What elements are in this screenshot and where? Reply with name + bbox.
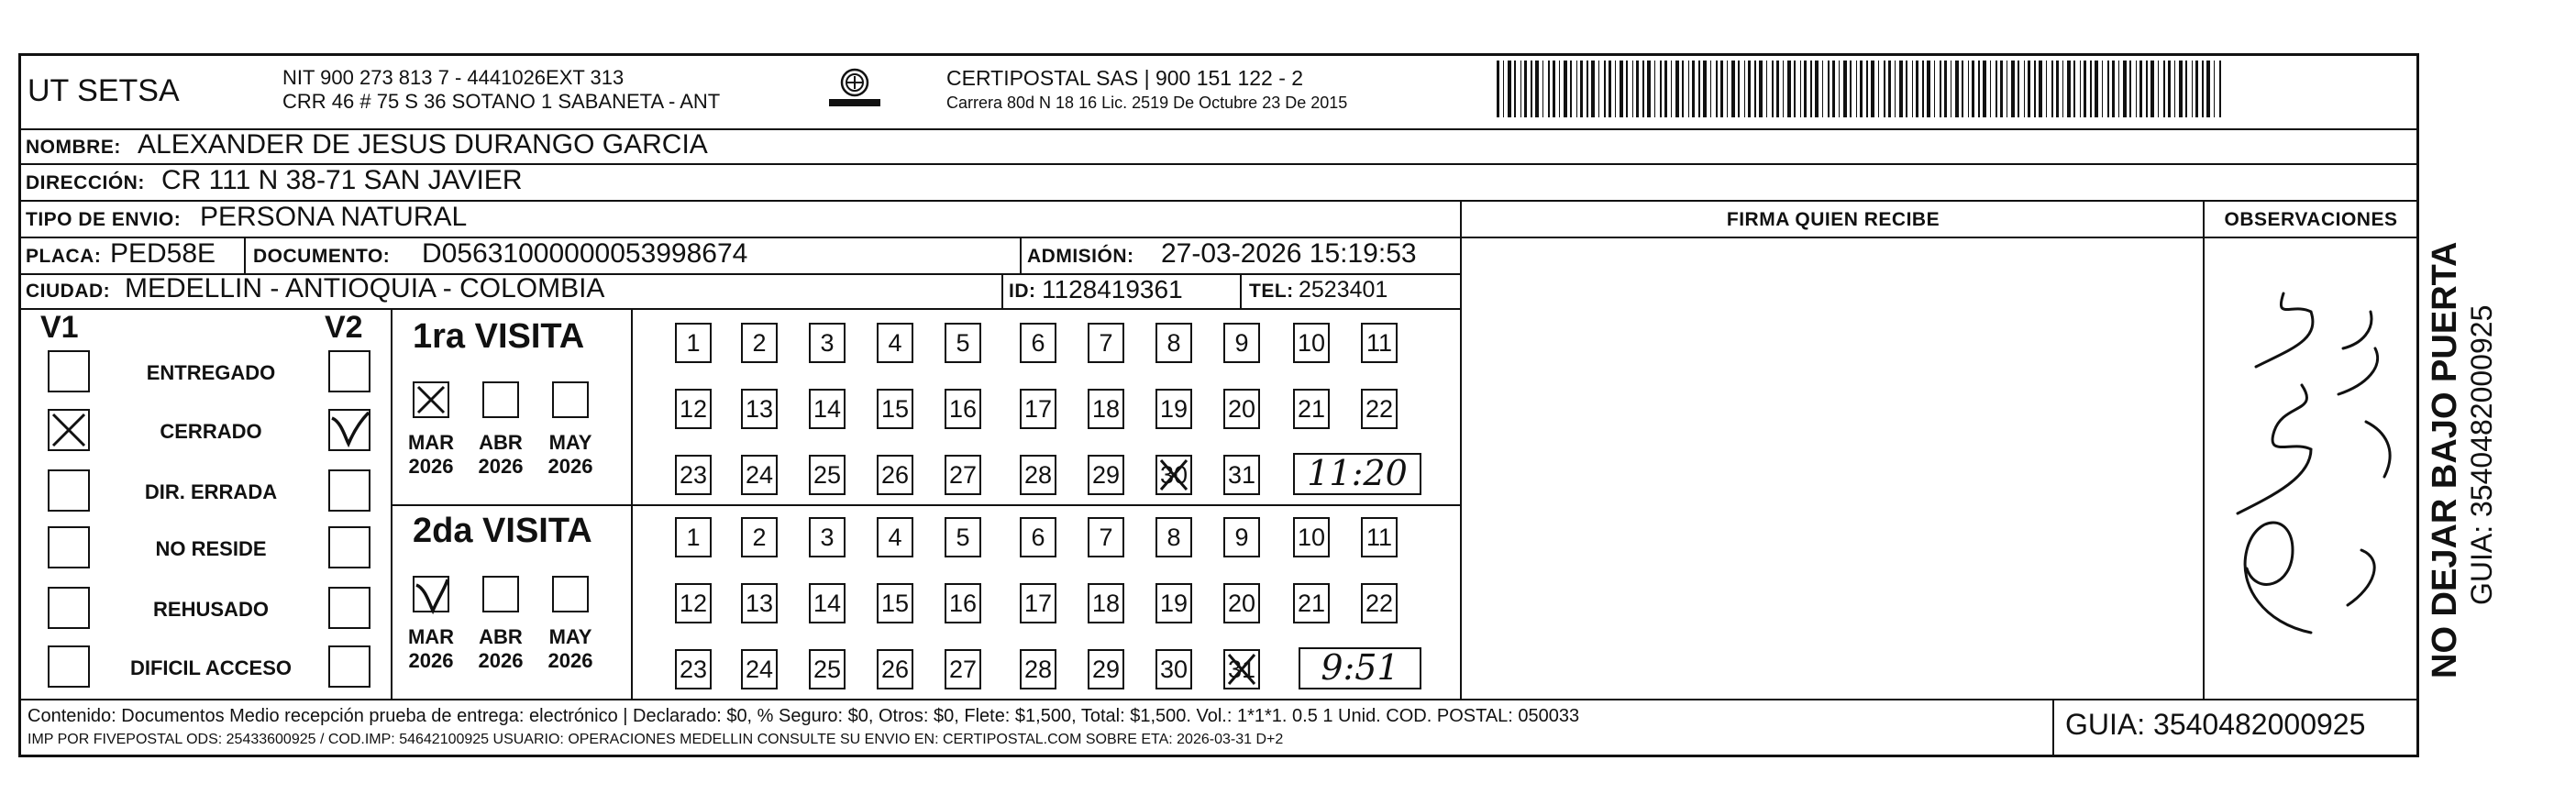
footer-contenido: Contenido: Documentos Medio recepción prueba de entrega: electrónico | Declarado: $0, % Seguro: $0, Otros: $0, Flete: $1,500, Total: $1,500. Vol.: 1*1*1. 0.5 1 Unid. COD. POSTAL: 050033 bbox=[28, 706, 1580, 726]
day-box[interactable]: 15 bbox=[877, 583, 913, 623]
month-year: 2026 bbox=[547, 455, 593, 478]
barcode-bar bbox=[1604, 61, 1606, 117]
barcode-bar bbox=[1598, 61, 1599, 117]
month-name: MAR bbox=[407, 625, 455, 648]
day-box[interactable]: 24 bbox=[741, 455, 778, 495]
barcode-bar bbox=[1944, 61, 1947, 117]
day-box[interactable]: 19 bbox=[1155, 389, 1192, 429]
visit-time: 9:51 bbox=[1299, 647, 1421, 689]
tel-label: TEL: bbox=[1249, 281, 1294, 302]
direccion-label: DIRECCIÓN: bbox=[26, 172, 145, 193]
day-box[interactable]: 16 bbox=[945, 389, 981, 429]
placa-label: PLACA: bbox=[26, 246, 102, 267]
barcode-bar bbox=[2146, 61, 2148, 117]
barcode-bar bbox=[1856, 61, 1857, 117]
day-box[interactable]: 26 bbox=[877, 649, 913, 689]
barcode-bar bbox=[1647, 61, 1651, 117]
barcode-bar bbox=[2024, 61, 2025, 117]
day-box[interactable]: 7 bbox=[1088, 517, 1124, 557]
barcode-bar bbox=[1514, 61, 1516, 117]
barcode-bar bbox=[1564, 61, 1567, 117]
barcode-bar bbox=[2046, 61, 2047, 117]
barcode-bar bbox=[1626, 61, 1628, 117]
month-name: ABR bbox=[479, 625, 523, 648]
v1-checkbox[interactable] bbox=[48, 526, 90, 568]
month-checkbox[interactable] bbox=[552, 381, 589, 418]
barcode-bar bbox=[1866, 61, 1868, 117]
day-box[interactable]: 29 bbox=[1088, 455, 1124, 495]
day-box[interactable]: 13 bbox=[741, 389, 778, 429]
barcode-bar bbox=[1832, 61, 1835, 117]
day-box[interactable]: 12 bbox=[675, 583, 712, 623]
day-box[interactable]: 1 bbox=[675, 517, 712, 557]
visit1-title: 1ra VISITA bbox=[413, 317, 585, 356]
day-box[interactable]: 28 bbox=[1020, 649, 1056, 689]
documento-label: DOCUMENTO: bbox=[253, 246, 391, 267]
barcode-bar bbox=[2202, 61, 2204, 117]
barcode-bar bbox=[1664, 61, 1667, 117]
barcode-bar bbox=[2136, 61, 2137, 117]
direccion-value: CR 111 N 38-71 SAN JAVIER bbox=[161, 165, 523, 195]
day-box[interactable]: 25 bbox=[809, 649, 846, 689]
day-box[interactable]: 27 bbox=[945, 455, 981, 495]
barcode-bar bbox=[1850, 61, 1852, 117]
barcode-bar bbox=[2034, 61, 2036, 117]
nombre-value: ALEXANDER DE JESUS DURANGO GARCIA bbox=[138, 129, 708, 160]
day-box[interactable]: 23 bbox=[675, 649, 712, 689]
barcode-bar bbox=[1962, 61, 1963, 117]
barcode-bar bbox=[1787, 61, 1791, 117]
placa-value: PED58E bbox=[110, 238, 216, 269]
barcode-bar bbox=[1524, 61, 1527, 117]
barcode-bar bbox=[1776, 61, 1779, 117]
day-box[interactable]: 3 bbox=[809, 323, 846, 363]
day-box[interactable]: 20 bbox=[1223, 583, 1260, 623]
tipo-envio-value: PERSONA NATURAL bbox=[200, 202, 468, 232]
barcode-bar bbox=[1759, 61, 1763, 117]
month-name: MAR bbox=[407, 431, 455, 454]
day-box[interactable]: 5 bbox=[945, 323, 981, 363]
month-name: MAY bbox=[548, 625, 592, 648]
barcode-bar bbox=[2185, 61, 2187, 117]
status-label: ENTREGADO bbox=[146, 361, 276, 384]
barcode-bar bbox=[1783, 61, 1784, 117]
barcode-bar bbox=[1884, 61, 1885, 117]
signature-area bbox=[1462, 238, 2201, 697]
barcode-bar bbox=[1804, 61, 1807, 117]
barcode-bar bbox=[1570, 61, 1572, 117]
barcode-bar bbox=[1810, 61, 1812, 117]
v1-checkbox[interactable] bbox=[48, 350, 90, 392]
barcode-bar bbox=[2118, 61, 2119, 117]
footer-imp: IMP POR FIVEPOSTAL ODS: 25433600925 / COD.IMP: 54642100925 USUARIO: OPERACIONES MEDELLIN CONSULTE SU ENVIO EN: CERTIPOSTAL.COM SOBRE ETA: 2026-03-31 D+2 bbox=[28, 732, 1284, 747]
v2-checkbox[interactable] bbox=[328, 350, 370, 392]
barcode-bar bbox=[1800, 61, 1801, 117]
barcode-bar bbox=[1990, 61, 1991, 117]
day-box[interactable]: 6 bbox=[1020, 517, 1056, 557]
barcode-bar bbox=[1682, 61, 1684, 117]
day-box[interactable]: 10 bbox=[1293, 517, 1330, 557]
barcode bbox=[1497, 61, 2227, 117]
barcode-bar bbox=[2107, 61, 2109, 117]
barcode-bar bbox=[1972, 61, 1974, 117]
id-label: ID: bbox=[1009, 281, 1036, 302]
company-name: UT SETSA bbox=[28, 73, 180, 108]
v1-checkbox[interactable] bbox=[48, 469, 90, 512]
status-label: DIR. ERRADA bbox=[144, 480, 278, 503]
month-checkbox[interactable] bbox=[482, 381, 519, 418]
barcode-bar bbox=[1553, 61, 1555, 117]
barcode-bar bbox=[1822, 61, 1823, 117]
barcode-bar bbox=[2039, 61, 2042, 117]
barcode-bar bbox=[1906, 61, 1907, 117]
day-box[interactable]: 24 bbox=[741, 649, 778, 689]
barcode-bar bbox=[2112, 61, 2115, 117]
status-label: DIFICIL ACCESO bbox=[129, 656, 292, 679]
barcode-bar bbox=[1636, 61, 1639, 117]
day-box[interactable]: 2 bbox=[741, 323, 778, 363]
nit-line: NIT 900 273 813 7 - 4441026EXT 313 bbox=[282, 66, 625, 89]
barcode-bar bbox=[1968, 61, 1969, 117]
day-box[interactable]: 26 bbox=[877, 455, 913, 495]
v2-checkbox[interactable] bbox=[328, 526, 370, 568]
nombre-label: NOMBRE: bbox=[26, 137, 121, 158]
status-label: REHUSADO bbox=[153, 598, 269, 621]
month-name: MAY bbox=[548, 431, 592, 454]
day-box[interactable]: 18 bbox=[1088, 389, 1124, 429]
month-checkbox[interactable] bbox=[552, 576, 589, 612]
day-box[interactable]: 18 bbox=[1088, 583, 1124, 623]
barcode-bar bbox=[2051, 61, 2053, 117]
day-box[interactable]: 30 bbox=[1155, 649, 1192, 689]
barcode-bar bbox=[2018, 61, 2019, 117]
barcode-bar bbox=[1978, 61, 1980, 117]
day-box[interactable]: 29 bbox=[1088, 649, 1124, 689]
ciudad-label: CIUDAD: bbox=[26, 281, 111, 302]
day-box[interactable]: 12 bbox=[675, 389, 712, 429]
barcode-bar bbox=[1828, 61, 1830, 117]
barcode-bar bbox=[1548, 61, 1550, 117]
day-box[interactable]: 9 bbox=[1223, 323, 1260, 363]
barcode-bar bbox=[1731, 61, 1735, 117]
barcode-bar bbox=[2067, 61, 2071, 117]
month-label bbox=[399, 431, 463, 479]
barcode-bar bbox=[1542, 61, 1543, 117]
barcode-bar bbox=[1688, 61, 1689, 117]
id-value: 1128419361 bbox=[1042, 275, 1183, 303]
day-box[interactable]: 21 bbox=[1293, 583, 1330, 623]
barcode-bar bbox=[1587, 61, 1588, 117]
barcode-bar bbox=[2028, 61, 2030, 117]
day-box[interactable]: 9 bbox=[1223, 517, 1260, 557]
barcode-bar bbox=[1710, 61, 1711, 117]
certipostal-logo-icon bbox=[825, 66, 884, 112]
day-box[interactable]: 11 bbox=[1361, 323, 1398, 363]
barcode-bar bbox=[2123, 61, 2127, 117]
barcode-bar bbox=[1744, 61, 1745, 117]
day-box[interactable]: 17 bbox=[1020, 389, 1056, 429]
month-year: 2026 bbox=[408, 649, 454, 672]
barcode-bar bbox=[1580, 61, 1583, 117]
day-box[interactable]: 10 bbox=[1293, 323, 1330, 363]
barcode-bar bbox=[1888, 61, 1891, 117]
admision-label: ADMISIÓN: bbox=[1027, 246, 1134, 267]
month-checkbox[interactable] bbox=[413, 381, 449, 418]
barcode-bar bbox=[1615, 61, 1616, 117]
barcode-bar bbox=[2056, 61, 2059, 117]
status-label: CERRADO bbox=[160, 420, 262, 443]
barcode-bar bbox=[1535, 61, 1539, 117]
day-box[interactable]: 7 bbox=[1088, 323, 1124, 363]
month-label bbox=[469, 625, 533, 673]
month-label bbox=[399, 625, 463, 673]
barcode-bar bbox=[1609, 61, 1611, 117]
v2-checkbox[interactable] bbox=[328, 409, 370, 451]
barcode-bar bbox=[2095, 61, 2098, 117]
barcode-bar bbox=[2179, 61, 2183, 117]
no-dejar-bajo-puerta: NO DEJAR BAJO PUERTA bbox=[2426, 241, 2464, 678]
barcode-bar bbox=[1878, 61, 1879, 117]
barcode-bar bbox=[1520, 61, 1521, 117]
sender-address: CRR 46 # 75 S 36 SOTANO 1 SABANETA - ANT bbox=[282, 90, 721, 113]
day-box[interactable]: 1 bbox=[675, 323, 712, 363]
barcode-bar bbox=[1934, 61, 1935, 117]
firma-label: FIRMA QUIEN RECIBE bbox=[1726, 209, 1940, 230]
barcode-bar bbox=[1916, 61, 1918, 117]
barcode-bars bbox=[1497, 61, 2227, 117]
day-box[interactable]: 15 bbox=[877, 389, 913, 429]
day-box[interactable]: 31 bbox=[1223, 649, 1260, 689]
month-checkbox[interactable] bbox=[413, 576, 449, 612]
month-label bbox=[469, 431, 533, 479]
barcode-bar bbox=[2062, 61, 2063, 117]
barcode-bar bbox=[2084, 61, 2086, 117]
tel-value: 2523401 bbox=[1299, 277, 1388, 303]
barcode-bar bbox=[2195, 61, 2198, 117]
month-label bbox=[538, 431, 603, 479]
v2-header: V2 bbox=[325, 310, 363, 345]
barcode-bar bbox=[1748, 61, 1751, 117]
barcode-bar bbox=[2158, 61, 2159, 117]
barcode-bar bbox=[1654, 61, 1655, 117]
month-year: 2026 bbox=[478, 455, 524, 478]
footer-guia: GUIA: 3540482000925 bbox=[2065, 708, 2366, 741]
barcode-bar bbox=[1912, 61, 1913, 117]
day-box[interactable]: 21 bbox=[1293, 389, 1330, 429]
v1-header: V1 bbox=[40, 310, 79, 345]
day-box[interactable]: 27 bbox=[945, 649, 981, 689]
tipo-envio-label: TIPO DE ENVIO: bbox=[26, 209, 182, 230]
barcode-bar bbox=[1727, 61, 1728, 117]
barcode-bar bbox=[1996, 61, 1997, 117]
barcode-bar bbox=[2192, 61, 2193, 117]
day-box[interactable]: 5 bbox=[945, 517, 981, 557]
day-box[interactable]: 14 bbox=[809, 583, 846, 623]
barcode-bar bbox=[2090, 61, 2092, 117]
barcode-bar bbox=[1508, 61, 1511, 117]
barcode-bar bbox=[2139, 61, 2142, 117]
month-year: 2026 bbox=[408, 455, 454, 478]
barcode-bar bbox=[1531, 61, 1532, 117]
barcode-bar bbox=[2214, 61, 2215, 117]
day-box[interactable]: 16 bbox=[945, 583, 981, 623]
ciudad-value: MEDELLIN - ANTIOQUIA - COLOMBIA bbox=[125, 273, 605, 303]
barcode-bar bbox=[2073, 61, 2075, 117]
day-box[interactable]: 11 bbox=[1361, 517, 1398, 557]
barcode-bar bbox=[2011, 61, 2015, 117]
day-box[interactable]: 8 bbox=[1155, 517, 1192, 557]
barcode-bar bbox=[1591, 61, 1595, 117]
courier-line-1: CERTIPOSTAL SAS | 900 151 122 - 2 bbox=[946, 66, 1304, 90]
day-box[interactable]: 14 bbox=[809, 389, 846, 429]
day-box[interactable]: 17 bbox=[1020, 583, 1056, 623]
barcode-bar bbox=[1698, 61, 1700, 117]
day-box[interactable]: 3 bbox=[809, 517, 846, 557]
barcode-bar bbox=[1738, 61, 1740, 117]
month-year: 2026 bbox=[547, 649, 593, 672]
barcode-bar bbox=[1794, 61, 1796, 117]
day-box[interactable]: 8 bbox=[1155, 323, 1192, 363]
day-box[interactable]: 4 bbox=[877, 323, 913, 363]
barcode-bar bbox=[1772, 61, 1774, 117]
v1-checkbox[interactable] bbox=[48, 645, 90, 688]
day-box[interactable]: 20 bbox=[1223, 389, 1260, 429]
visit-time: 11:20 bbox=[1293, 453, 1421, 495]
day-box[interactable]: 28 bbox=[1020, 455, 1056, 495]
barcode-bar bbox=[2168, 61, 2171, 117]
status-label: NO RESIDE bbox=[155, 537, 267, 560]
barcode-bar bbox=[2219, 61, 2221, 117]
barcode-bar bbox=[1620, 61, 1623, 117]
visit2-title: 2da VISITA bbox=[413, 512, 592, 550]
v2-checkbox[interactable] bbox=[328, 645, 370, 688]
barcode-bar bbox=[1503, 61, 1504, 117]
barcode-bar bbox=[1871, 61, 1874, 117]
day-box[interactable]: 22 bbox=[1361, 389, 1398, 429]
barcode-bar bbox=[1922, 61, 1924, 117]
day-box[interactable]: 31 bbox=[1223, 455, 1260, 495]
barcode-bar bbox=[2129, 61, 2131, 117]
v2-checkbox[interactable] bbox=[328, 469, 370, 512]
barcode-bar bbox=[1632, 61, 1633, 117]
barcode-bar bbox=[1671, 61, 1672, 117]
documento-value: D05631000000053998674 bbox=[422, 238, 748, 269]
barcode-bar bbox=[1675, 61, 1679, 117]
barcode-bar bbox=[1899, 61, 1903, 117]
barcode-bar bbox=[1766, 61, 1767, 117]
barcode-bar bbox=[2102, 61, 2103, 117]
barcode-bar bbox=[1716, 61, 1718, 117]
day-box[interactable]: 4 bbox=[877, 517, 913, 557]
day-box[interactable]: 19 bbox=[1155, 583, 1192, 623]
v2-checkbox[interactable] bbox=[328, 587, 370, 629]
day-box[interactable]: 22 bbox=[1361, 583, 1398, 623]
barcode-bar bbox=[2150, 61, 2154, 117]
courier-line-2: Carrera 80d N 18 16 Lic. 2519 De Octubre 23 De 2015 bbox=[946, 94, 1348, 112]
day-box[interactable]: 6 bbox=[1020, 323, 1056, 363]
barcode-bar bbox=[1927, 61, 1930, 117]
barcode-bar bbox=[1815, 61, 1819, 117]
barcode-bar bbox=[1703, 61, 1707, 117]
barcode-bar bbox=[1754, 61, 1756, 117]
barcode-bar bbox=[1642, 61, 1644, 117]
barcode-bar bbox=[1940, 61, 1941, 117]
day-box[interactable]: 13 bbox=[741, 583, 778, 623]
barcode-bar bbox=[2174, 61, 2175, 117]
barcode-bar bbox=[1839, 61, 1840, 117]
day-box[interactable]: 30 bbox=[1155, 455, 1192, 495]
barcode-bar bbox=[2000, 61, 2003, 117]
month-label bbox=[538, 625, 603, 673]
month-year: 2026 bbox=[478, 649, 524, 672]
month-checkbox[interactable] bbox=[482, 576, 519, 612]
day-box[interactable]: 25 bbox=[809, 455, 846, 495]
barcode-bar bbox=[2080, 61, 2081, 117]
barcode-bar bbox=[1497, 61, 1499, 117]
barcode-bar bbox=[1955, 61, 1959, 117]
day-box[interactable]: 23 bbox=[675, 455, 712, 495]
v1-checkbox[interactable] bbox=[48, 409, 90, 451]
barcode-bar bbox=[1576, 61, 1577, 117]
barcode-bar bbox=[1692, 61, 1695, 117]
barcode-bar bbox=[1660, 61, 1662, 117]
barcode-bar bbox=[1860, 61, 1863, 117]
side-guia: GUIA: 3540482000925 bbox=[2465, 304, 2498, 605]
barcode-bar bbox=[1720, 61, 1723, 117]
barcode-bar bbox=[2206, 61, 2210, 117]
barcode-bar bbox=[1559, 61, 1560, 117]
month-name: ABR bbox=[479, 431, 523, 454]
v1-checkbox[interactable] bbox=[48, 587, 90, 629]
barcode-bar bbox=[1895, 61, 1896, 117]
barcode-bar bbox=[1843, 61, 1847, 117]
admision-value: 27-03-2026 15:19:53 bbox=[1161, 238, 1417, 269]
day-box[interactable]: 2 bbox=[741, 517, 778, 557]
barcode-bar bbox=[2163, 61, 2165, 117]
observaciones-label: OBSERVACIONES bbox=[2224, 209, 2398, 230]
barcode-bar bbox=[1983, 61, 1986, 117]
